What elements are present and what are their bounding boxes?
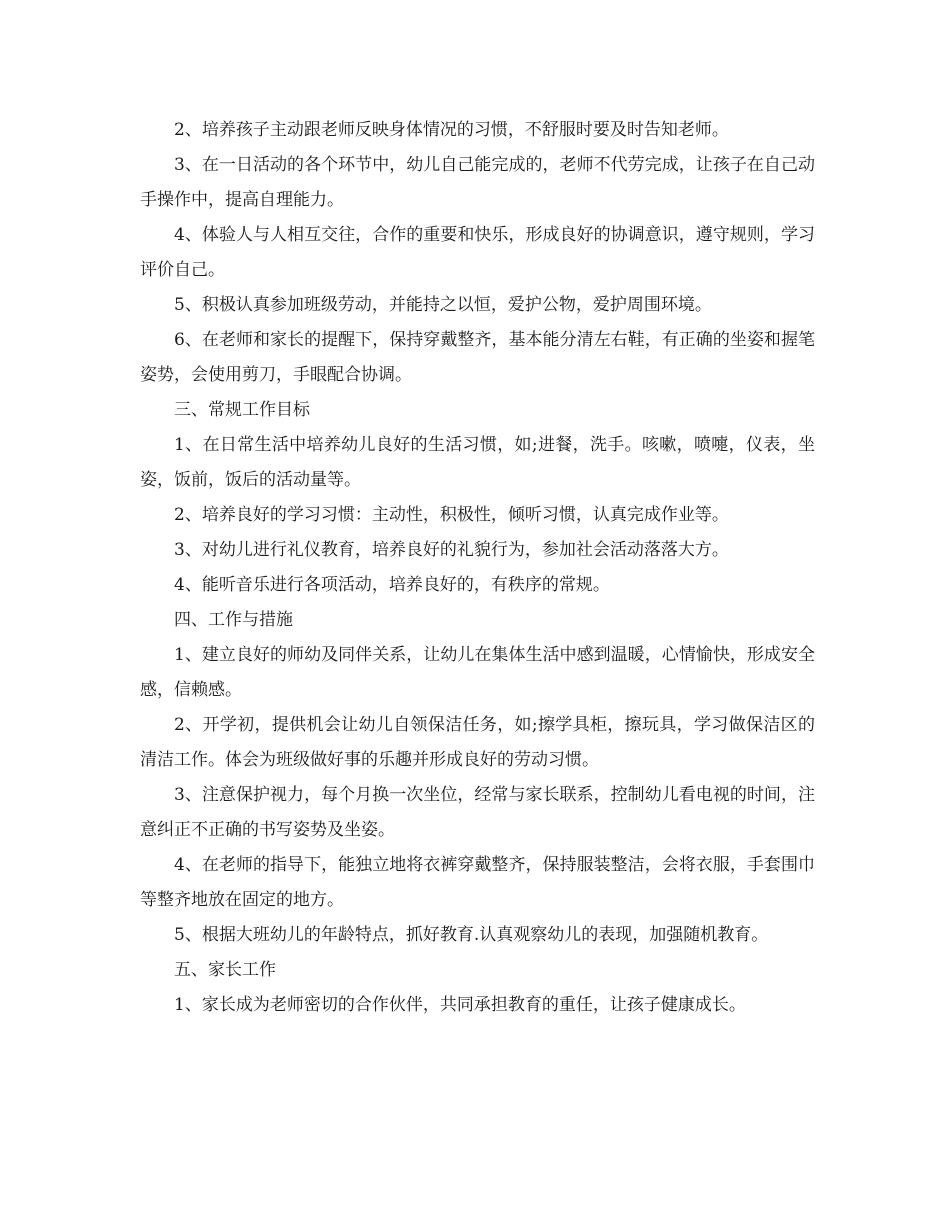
paragraph-routine-1: 1、在日常生活中培养幼儿良好的生活习惯，如;进餐，洗手。咳嗽，喷嚏，仪表，坐姿，饭前，饭后的活动量等。	[140, 435, 815, 490]
section-heading-work-measures: 四、工作与措施	[174, 610, 293, 630]
document-page	[140, 113, 815, 1023]
section-heading-routine-goals: 三、常规工作目标	[174, 400, 310, 420]
paragraph-routine-2: 2、培养良好的学习习惯：主动性，积极性，倾听习惯，认真完成作业等。	[174, 505, 729, 525]
paragraph-item-4: 4、体验人与人相互交往，合作的重要和快乐，形成良好的协调意识，遵守规则，学习评价自己。	[140, 225, 815, 280]
paragraph-measures-2: 2、开学初，提供机会让幼儿自领保洁任务，如;擦学具柜，擦玩具，学习做保洁区的清洁工作。体会为班级做好事的乐趣并形成良好的劳动习惯。	[140, 715, 815, 770]
paragraph-item-3: 3、在一日活动的各个环节中，幼儿自己能完成的，老师不代劳完成，让孩子在自己动手操作中，提高自理能力。	[140, 155, 815, 210]
paragraph-parent-1: 1、家长成为老师密切的合作伙伴，共同承担教育的重任，让孩子健康成长。	[174, 995, 746, 1015]
paragraph-routine-4: 4、能听音乐进行各项活动，培养良好的，有秩序的常规。	[174, 575, 610, 595]
paragraph-measures-1: 1、建立良好的师幼及同伴关系，让幼儿在集体生活中感到温暖，心情愉快，形成安全感，信赖感。	[140, 645, 815, 700]
paragraph-measures-4: 4、在老师的指导下，能独立地将衣裤穿戴整齐，保持服装整洁，会将衣服，手套围巾等整齐地放在固定的地方。	[140, 855, 815, 910]
section-heading-parent-work: 五、家长工作	[174, 960, 276, 980]
paragraph-measures-3: 3、注意保护视力，每个月换一次坐位，经常与家长联系，控制幼儿看电视的时间，注意纠正不正确的书写姿势及坐姿。	[140, 785, 815, 840]
paragraph-item-5: 5、积极认真参加班级劳动，并能持之以恒，爱护公物，爱护周围环境。	[174, 295, 712, 315]
paragraph-measures-5: 5、根据大班幼儿的年龄特点，抓好教育.认真观察幼儿的表现，加强随机教育。	[174, 925, 769, 945]
paragraph-item-6: 6、在老师和家长的提醒下，保持穿戴整齐，基本能分清左右鞋，有正确的坐姿和握笔姿势，会使用剪刀，手眼配合协调。	[140, 330, 815, 385]
paragraph-routine-3: 3、对幼儿进行礼仪教育，培养良好的礼貌行为，参加社会活动落落大方。	[174, 540, 729, 560]
paragraph-item-2: 2、培养孩子主动跟老师反映身体情况的习惯，不舒服时要及时告知老师。	[174, 120, 729, 140]
